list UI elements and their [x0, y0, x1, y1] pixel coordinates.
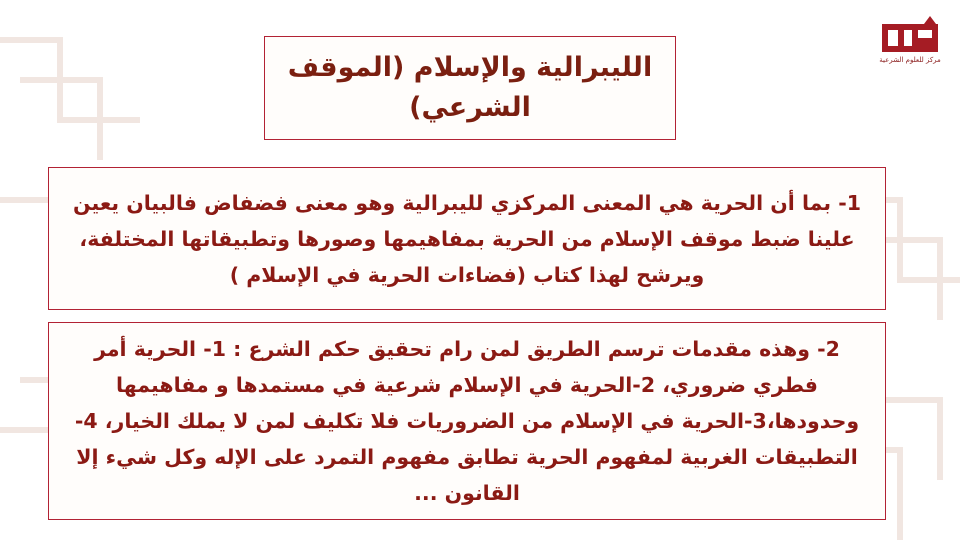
slide-title: الليبرالية والإسلام (الموقف الشرعي) — [287, 52, 653, 123]
paragraph-box-1 — [48, 167, 886, 310]
title-box — [264, 36, 676, 140]
brand-logo — [874, 14, 946, 76]
paragraph-2-text: 2- وهذه مقدمات ترسم الطريق لمن رام تحقيق حكم الشرع : 1- الحرية أمر فطري ضروري، 2-الحرية في الإسلام شرعية في مستمدها و مفاهيمها وحدودها،3-الحرية في الإسلام من الضروريات فلا تكليف لمن لا يملك الخيار، 4- التطبيقات الغربية لمفهوم الحرية تطابق مفهوم التمرد على الإله وكل شيء إلا القانون ... — [74, 337, 860, 505]
paragraph-box-2 — [48, 322, 886, 520]
paragraph-1-text: 1- بما أن الحرية هي المعنى المركزي لليبرالية وهو معنى فضفاض فالبيان يعين علينا ضبط موقف الإسلام من الحرية بمفاهيمها وصورها وتطبيقاتها المختلفة، ويرشح لهذا كتاب (فضاءات الحرية في الإسلام ) — [73, 190, 861, 287]
logo-emblem-icon — [880, 14, 940, 54]
logo-subtitle: مركز للعلوم الشرعية — [879, 56, 941, 64]
